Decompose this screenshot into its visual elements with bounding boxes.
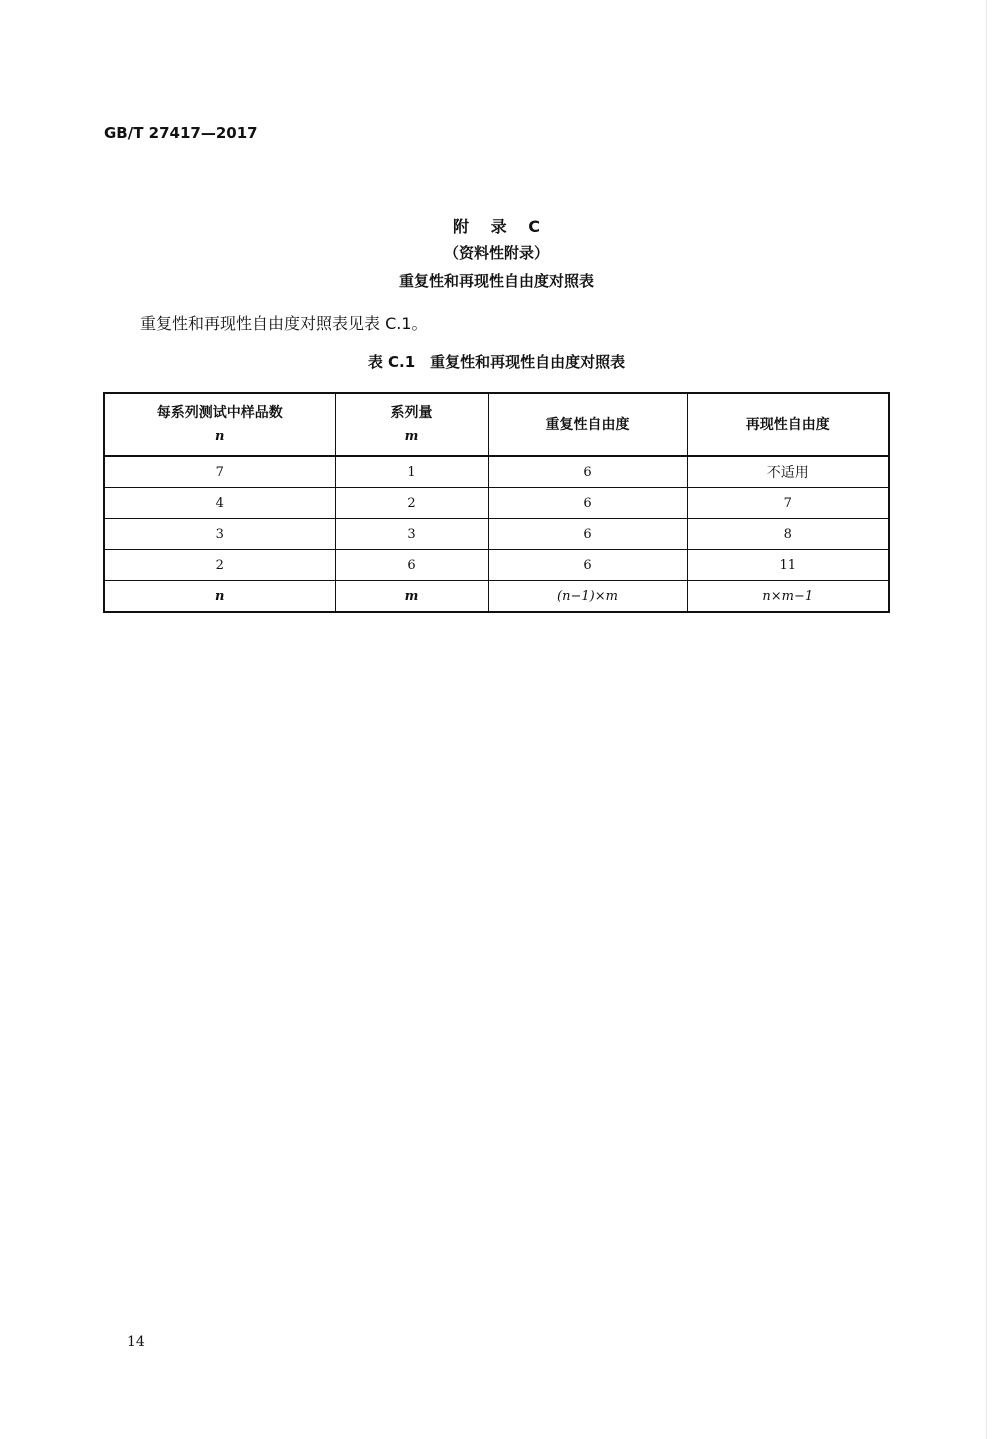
table-cell: 6	[488, 519, 687, 550]
appendix-heading: 重复性和再现性自由度对照表	[398, 272, 594, 290]
table-header-row	[104, 393, 889, 456]
column-header	[687, 393, 889, 456]
table-cell: 2	[335, 488, 488, 519]
table-row	[104, 456, 889, 488]
column-header-label: 每系列测试中样品数	[156, 404, 283, 421]
table-cell: (n−1)×m	[488, 581, 687, 613]
table-cell: n	[104, 581, 335, 613]
table-cell: 1	[335, 456, 488, 488]
table-row	[104, 550, 889, 581]
table-cell: 6	[335, 550, 488, 581]
table-cell: 不适用	[687, 456, 889, 488]
table-row	[104, 581, 889, 613]
column-header-label: 重复性自由度	[545, 416, 630, 433]
table-cell: n×m−1	[687, 581, 889, 613]
column-header-symbol: m	[404, 428, 419, 444]
table-cell: 7	[104, 456, 335, 488]
column-header	[104, 393, 335, 456]
column-header-label: 再现性自由度	[745, 416, 830, 433]
standard-code: GB/T 27417—2017	[104, 124, 258, 142]
appendix-title: 附 录 C	[453, 217, 548, 236]
column-header-label: 系列量	[390, 404, 433, 421]
table-cell: 6	[488, 550, 687, 581]
column-header-symbol: n	[215, 428, 225, 444]
table-cell: 3	[104, 519, 335, 550]
intro-paragraph: 重复性和再现性自由度对照表见表 C.1。	[140, 314, 428, 333]
table-cell: 4	[104, 488, 335, 519]
table-cell: 3	[335, 519, 488, 550]
table-cell: 6	[488, 488, 687, 519]
table-caption: 表 C.1 重复性和再现性自由度对照表	[367, 353, 626, 371]
column-header	[335, 393, 488, 456]
table-row	[104, 488, 889, 519]
table-cell: 7	[687, 488, 889, 519]
degrees-of-freedom-table	[103, 392, 890, 613]
appendix-subtitle: （资料性附录）	[443, 244, 549, 262]
table-row	[104, 519, 889, 550]
table-cell: m	[335, 581, 488, 613]
table-cell: 11	[687, 550, 889, 581]
column-header	[488, 393, 687, 456]
page-number: 14	[127, 1334, 145, 1350]
table-cell: 8	[687, 519, 889, 550]
table-cell: 6	[488, 456, 687, 488]
table-cell: 2	[104, 550, 335, 581]
